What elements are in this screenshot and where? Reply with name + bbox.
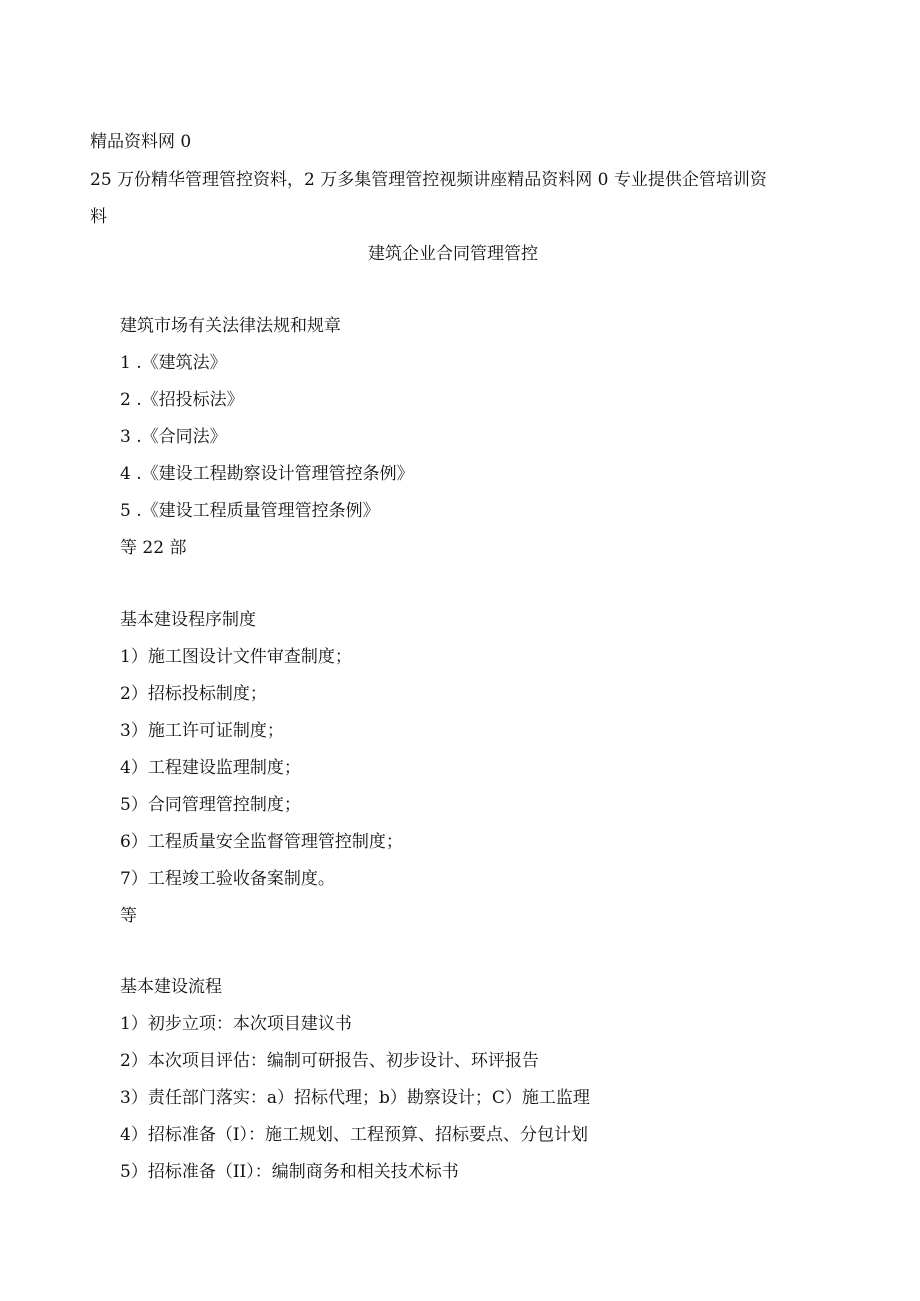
tagline-line-1: 25 万份精华管理管控资料，2 万多集管理管控视频讲座精品资料网 0 专业提供企管培训资 <box>90 170 767 190</box>
list-item: 5）招标准备（II）：编制商务和相关技术标书 <box>120 1162 459 1182</box>
list-item: 1 .《建筑法》 <box>120 353 227 373</box>
list-item: 2 .《招投标法》 <box>120 390 244 410</box>
section-heading-laws: 建筑市场有关法律法规和规章 <box>120 316 341 336</box>
section-heading-procedures: 基本建设程序制度 <box>120 610 256 630</box>
document-title: 建筑企业合同管理管控 <box>368 244 538 264</box>
list-item: 2）招标投标制度； <box>120 684 267 704</box>
site-name: 精品资料网 0 <box>90 132 192 152</box>
section-heading-process: 基本建设流程 <box>120 977 222 997</box>
list-item: 2）本次项目评估：编制可研报告、初步设计、环评报告 <box>120 1051 539 1071</box>
list-item: 5 .《建设工程质量管理管控条例》 <box>120 501 380 521</box>
section-footer: 等 22 部 <box>120 538 187 558</box>
list-item: 3）施工许可证制度； <box>120 721 284 741</box>
list-item: 1）施工图设计文件审查制度； <box>120 647 352 667</box>
list-item: 1）初步立项：本次项目建议书 <box>120 1014 352 1034</box>
list-item: 6）工程质量安全监督管理管控制度； <box>120 832 403 852</box>
list-item: 4 .《建设工程勘察设计管理管控条例》 <box>120 464 414 484</box>
tagline-line-2: 料 <box>90 207 107 227</box>
list-item: 3 .《合同法》 <box>120 427 227 447</box>
list-item: 4）工程建设监理制度； <box>120 758 301 778</box>
section-footer: 等 <box>120 906 137 926</box>
list-item: 7）工程竣工验收备案制度。 <box>120 869 335 889</box>
list-item: 3）责任部门落实：a）招标代理；b）勘察设计；C）施工监理 <box>120 1088 590 1108</box>
list-item: 5）合同管理管控制度； <box>120 795 301 815</box>
list-item: 4）招标准备（I）：施工规划、工程预算、招标要点、分包计划 <box>120 1125 589 1145</box>
